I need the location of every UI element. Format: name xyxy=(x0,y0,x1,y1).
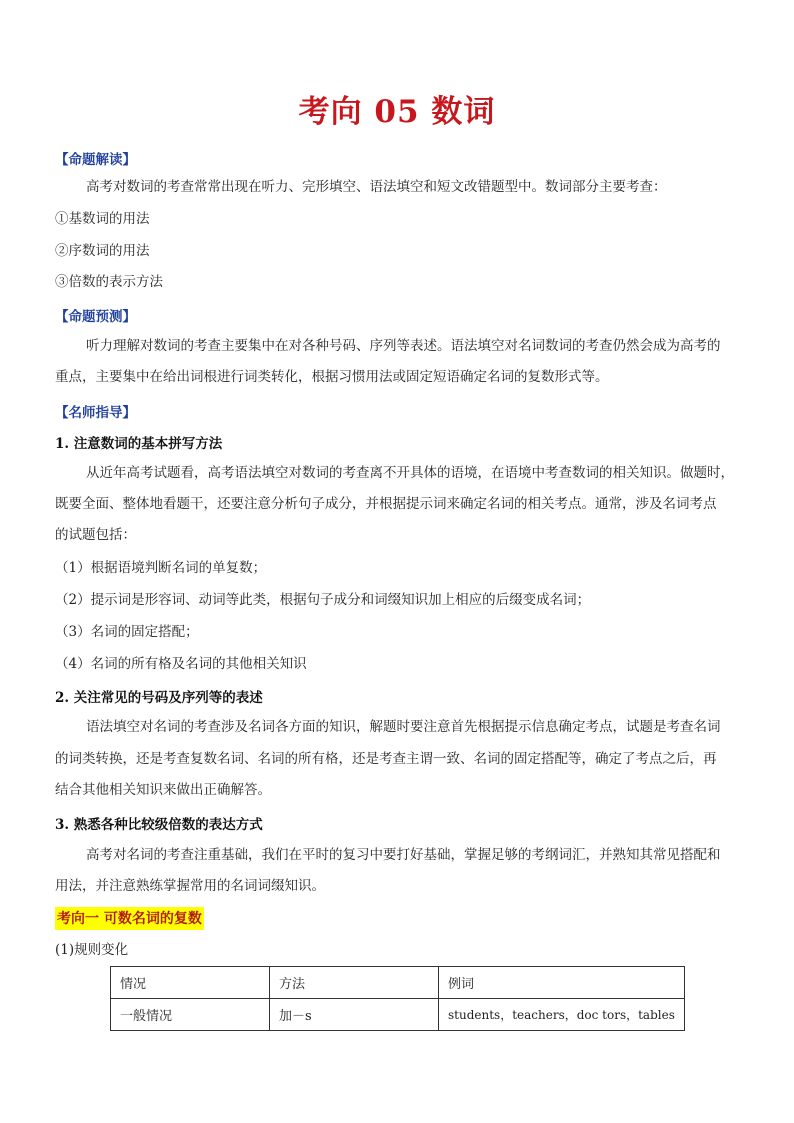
predict-line: 重点，主要集中在给出词根进行词类转化，根据习惯用法或固定短语确定名词的复数形式等。 xyxy=(55,369,609,385)
topic-heading: 考向一 可数名词的复数 xyxy=(55,907,204,930)
guide-1-line: 既要全面、整体地看题干，还要注意分析句子成分，并根据提示词来确定名词的相关考点。通常，涉及名词考点 xyxy=(55,496,717,512)
guide-3-line: 用法，并注意熟练掌握常用的名词词缀知识。 xyxy=(55,878,325,894)
guide-1-item: （2）提示词是形容词、动词等此类，根据句子成分和词缀知识加上相应的后缀变成名词； xyxy=(55,592,591,608)
guide-2-line: 语法填空对名词的考查涉及名词各方面的知识，解题时要注意首先根据提示信息确定考点，试题是考查名词 xyxy=(86,719,721,735)
table-row xyxy=(111,999,685,1031)
table-cell: 加－s xyxy=(270,999,439,1031)
guide-1-item: （1）根据语境判断名词的单复数； xyxy=(55,560,267,576)
guide-3-line: 高考对名词的考查注重基础，我们在平时的复习中要打好基础，掌握足够的考纲词汇，并熟知其常见搭配和 xyxy=(86,847,721,863)
predict-line: 听力理解对数词的考查主要集中在对各种号码、序列等表述。语法填空对名词数词的考查仍然会成为高考的 xyxy=(86,338,721,354)
guide-1-title: 1. 注意数词的基本拼写方法 xyxy=(55,436,223,452)
interpret-item: ①基数词的用法 xyxy=(55,211,150,227)
table-cell: 一般情况 xyxy=(111,999,270,1031)
interpret-intro: 高考对数词的考查常常出现在听力、完形填空、语法填空和短文改错题型中。数词部分主要考查： xyxy=(86,179,667,195)
interpret-item: ②序数词的用法 xyxy=(55,243,150,259)
table-header-cell: 例词 xyxy=(439,967,685,999)
guide-2-line: 结合其他相关知识来做出正确解答。 xyxy=(55,782,271,798)
guide-2-line: 的词类转换，还是考查复数名词、名词的所有格，还是考查主谓一致、名词的固定搭配等，确定了考点之后，再 xyxy=(55,751,717,767)
table-header-cell: 方法 xyxy=(270,967,439,999)
rules-table xyxy=(110,966,685,1031)
guide-1-item: （3）名词的固定搭配； xyxy=(55,624,199,640)
guide-2-title: 2. 关注常见的号码及序列等的表述 xyxy=(55,690,263,706)
interpret-heading: 【命题解读】 xyxy=(55,152,136,168)
table-cell: students，teachers，doc tors，tables xyxy=(439,999,685,1031)
interpret-item: ③倍数的表示方法 xyxy=(55,274,163,290)
table-header-cell: 情况 xyxy=(111,967,270,999)
guide-1-item: （4）名词的所有格及名词的其他相关知识 xyxy=(55,656,307,672)
guide-heading: 【名师指导】 xyxy=(55,405,136,421)
guide-3-title: 3. 熟悉各种比较级倍数的表达方式 xyxy=(55,817,263,833)
guide-1-line: 从近年高考试题看，高考语法填空对数词的考查离不开具体的语境，在语境中考查数词的相关知识。做题时， xyxy=(86,465,734,481)
predict-heading: 【命题预测】 xyxy=(55,309,136,325)
rule-label: (1)规则变化 xyxy=(55,942,129,958)
page-title: 考向 05 数词 xyxy=(298,94,496,130)
guide-1-line: 的试题包括： xyxy=(55,527,136,543)
table-header-row xyxy=(111,967,685,999)
